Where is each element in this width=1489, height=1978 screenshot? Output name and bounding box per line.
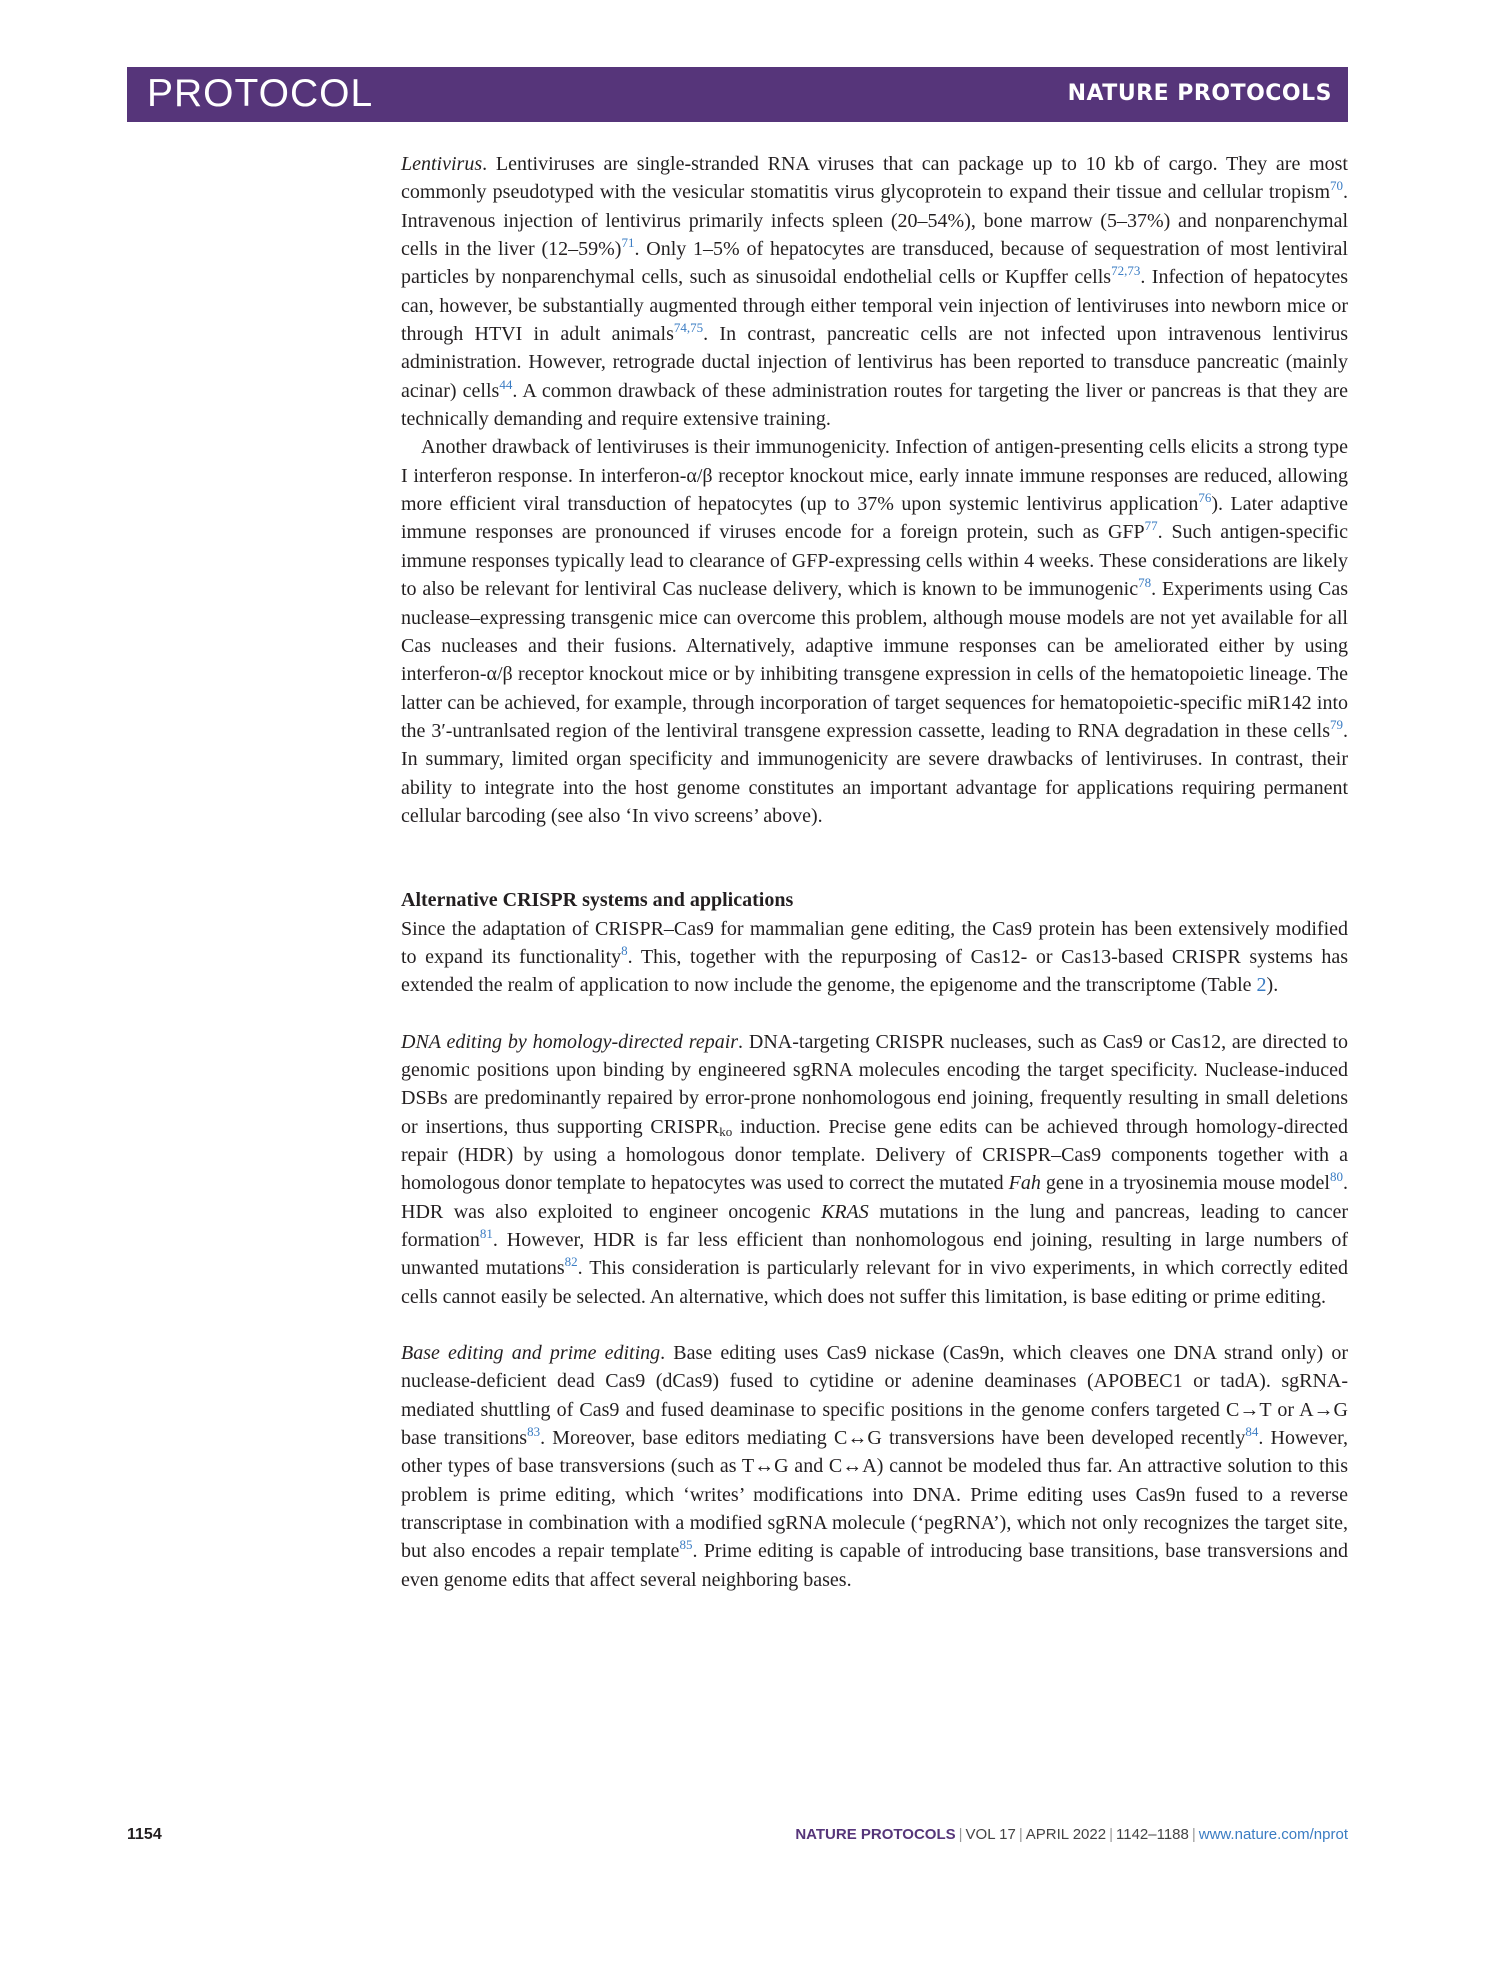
text-run: . HDR was also exploited to engineer oncogenic xyxy=(401,1172,1348,1223)
reference-link[interactable]: 83 xyxy=(527,1424,541,1440)
reference-link[interactable]: 78 xyxy=(1138,575,1152,591)
spacer xyxy=(401,830,1348,886)
reference-link[interactable]: 77 xyxy=(1144,518,1158,534)
text-run: . However, HDR is far less efficient than nonhomologous end joining, resulting in large numbers of unwanted mutations xyxy=(401,1229,1348,1280)
paragraph-alt-crispr-intro xyxy=(401,915,1348,1000)
footer-volume: VOL 17 xyxy=(965,1826,1016,1843)
footer-journal: NATURE PROTOCOLS xyxy=(795,1826,956,1843)
text-run: . Moreover, base editors mediating C↔G transversions have been developed recently xyxy=(540,1427,1246,1450)
reference-link[interactable]: 76 xyxy=(1198,490,1212,506)
section-heading: Alternative CRISPR systems and applications xyxy=(401,889,794,912)
text-run: . This, together with the repurposing of Cas12- or Cas13-based CRISPR systems has extended the realm of application to now include the genome, the epigenome and the transcriptome (Table xyxy=(401,945,1348,997)
text-run: . A common drawback of these administration routes for targeting the liver or pancreas is that they are technically demanding and require extensive training. xyxy=(401,379,1348,431)
paragraph-hdr xyxy=(401,1028,1348,1311)
text-run: . Experiments using Cas nuclease–expressing transgenic mice can overcome this problem, although mouse models are not yet available for all Cas nucleases and their fusions. Alternatively, adaptive immune responses can be ameliorated either by using interferon-α/β receptor knockout mice or by inhibiting transgene expression in cells of the hematopoietic lineage. The latter can be achieved, for example, through incorporation of target sequences for hematopoietic-specific miR142 into the 3′-untranlsated region of the lentiviral transgene expression cassette, leading to RNA degradation in these cells xyxy=(401,578,1348,742)
reference-link[interactable]: 84 xyxy=(1245,1424,1259,1440)
article-body xyxy=(401,150,1348,1594)
spacer xyxy=(401,1000,1348,1028)
reference-link[interactable]: 74,75 xyxy=(673,320,704,336)
reference-link[interactable]: 82 xyxy=(564,1254,578,1270)
page-number: 1154 xyxy=(127,1826,162,1843)
reference-link[interactable]: 44 xyxy=(499,376,513,392)
text-run: induction. Precise gene edits can be achieved through homology-directed repair (HDR) by using a homologous donor template. Delivery of CRISPR–Cas9 components together with a homologous donor template to hepatocytes was used to correct the mutated xyxy=(401,1115,1348,1195)
text-run: ). Later adaptive immune responses are pronounced if viruses encode for a foreign protein, such as GFP xyxy=(401,493,1348,544)
text-run: . Prime editing is capable of introducing base transitions, base transversions and even genome edits that affect several neighboring bases. xyxy=(401,1540,1348,1591)
reference-link[interactable]: 70 xyxy=(1330,178,1343,194)
reference-link[interactable]: 80 xyxy=(1330,1169,1343,1185)
subscript: ko xyxy=(719,1123,733,1139)
text-run: . Lentiviruses are single-stranded RNA viruses that can package up to 10 kb of cargo. They are most commonly pseudotyped with the vesicular stomatitis virus glycoprotein to expand their tissue and cellular tropism xyxy=(401,153,1348,204)
text-run: mutations in the lung and pancreas, leading to cancer formation xyxy=(401,1200,1349,1252)
table-link[interactable]: 2 xyxy=(1256,974,1267,997)
footer-separator: | xyxy=(1191,1826,1196,1843)
footer-separator: | xyxy=(958,1826,963,1843)
footer-separator: | xyxy=(1109,1826,1113,1843)
spacer xyxy=(401,1311,1348,1339)
paragraph-immunogenicity xyxy=(401,433,1348,830)
text-run: . In contrast, pancreatic cells are not infected upon intravenous lentivirus administration. However, retrograde ductal injection of lentivirus has been reported to transduce pancreatic (mainly acinar) cells xyxy=(401,323,1349,402)
text-run: . Infection of hepatocytes can, however, be substantially augmented through either temporal vein injection of lentiviruses into newborn mice or through HTVI in adult animals xyxy=(401,266,1348,346)
gene-name: KRAS xyxy=(820,1200,869,1223)
footer-pages: 1142–1188 xyxy=(1116,1826,1189,1843)
reference-link[interactable]: 72,73 xyxy=(1111,263,1141,279)
run-in-heading: DNA editing by homology-directed repair xyxy=(401,1030,739,1053)
gene-name: Fah xyxy=(1008,1172,1041,1195)
text-run: gene in a tryosinemia mouse model xyxy=(1040,1172,1330,1195)
reference-link[interactable]: 79 xyxy=(1330,716,1343,732)
text-run: Since the adaptation of CRISPR–Cas9 for mammalian gene editing, the Cas9 protein has been extensively modified to expand its functionality xyxy=(401,917,1348,968)
run-in-heading: Base editing and prime editing xyxy=(401,1342,661,1365)
reference-link[interactable]: 85 xyxy=(679,1537,693,1553)
text-run: . DNA-targeting CRISPR nucleases, such as Cas9 or Cas12, are directed to genomic positions upon binding by engineered sgRNA molecules encoding the target specificity. Nuclease-induced DSBs are predominantly repaired by error-prone nonhomologous end joining, frequently resulting in small deletions or insertions, thus supporting CRISPR xyxy=(401,1030,1348,1138)
text-run: . Intravenous injection of lentivirus primarily infects spleen (20–54%), bone marrow (5–37%) and nonparenchymal cells in the liver (12–59%) xyxy=(401,181,1348,261)
paragraph-base-prime-editing xyxy=(401,1339,1348,1594)
text-run: . However, other types of base transversions (such as T↔G and C↔A) cannot be modeled thus far. An attractive solution to this problem is prime editing, which ‘writes’ modifications into DNA. Prime editing uses Cas9n fused to a reverse transcriptase in combination with a modified sgRNA molecule (‘pegRNA’), which not only recognizes the target site, but also encodes a repair template xyxy=(401,1427,1349,1563)
footer-citation xyxy=(795,1826,1348,1843)
section-label: PROTOCOL xyxy=(147,72,374,115)
footer-url-link[interactable]: www.nature.com/nprot xyxy=(1198,1826,1348,1843)
page-header-bar xyxy=(127,67,1348,122)
text-run: . In summary, limited organ specificity and immunogenicity are severe drawbacks of lentiviruses. In contrast, their ability to integrate into the host genome constitutes an important advantage for applications requiring permanent cellular barcoding (see also ‘In vivo screens’ above). xyxy=(401,719,1348,827)
footer-date: APRIL 2022 xyxy=(1025,1826,1107,1843)
run-in-heading: Lentivirus xyxy=(401,153,483,175)
reference-link[interactable]: 8 xyxy=(621,942,628,958)
text-run: ). xyxy=(1266,974,1279,997)
reference-link[interactable]: 81 xyxy=(479,1226,493,1242)
journal-name: NATURE PROTOCOLS xyxy=(1067,81,1332,106)
text-run: . Base editing uses Cas9 nickase (Cas9n, which cleaves one DNA strand only) or nuclease-deficient dead Cas9 (dCas9) fused to cytidine or adenine deaminases (APOBEC1 or tadA). sgRNA-mediated shuttling of Cas9 and fused deaminase to specific positions in the genome confers targeted C→T or A→G base transitions xyxy=(401,1342,1348,1450)
text-run: . This consideration is particularly relevant for in vivo experiments, in which correctly edited cells cannot easily be selected. An alternative, which does not suffer this limitation, is base editing or prime editing. xyxy=(401,1257,1349,1308)
text-run: Another drawback of lentiviruses is their immunogenicity. Infection of antigen-presenting cells elicits a strong type I interferon response. In interferon-α/β receptor knockout mice, early innate immune responses are reduced, allowing more efficient viral transduction of hepatocytes (up to 37% upon systemic lentivirus application xyxy=(401,436,1348,516)
reference-link[interactable]: 71 xyxy=(621,235,635,251)
footer-separator: | xyxy=(1018,1826,1023,1843)
paragraph-lentivirus xyxy=(401,150,1348,433)
text-run: . Only 1–5% of hepatocytes are transduced, because of sequestration of most lentiviral particles by nonparenchymal cells, such as sinusoidal endothelial cells or Kupffer cells xyxy=(401,238,1348,289)
text-run: . Such antigen-specific immune responses typically lead to clearance of GFP-expressing cells within 4 weeks. These considerations are likely to also be relevant for lentiviral Cas nuclease delivery, which is known to be immunogenic xyxy=(401,521,1348,601)
